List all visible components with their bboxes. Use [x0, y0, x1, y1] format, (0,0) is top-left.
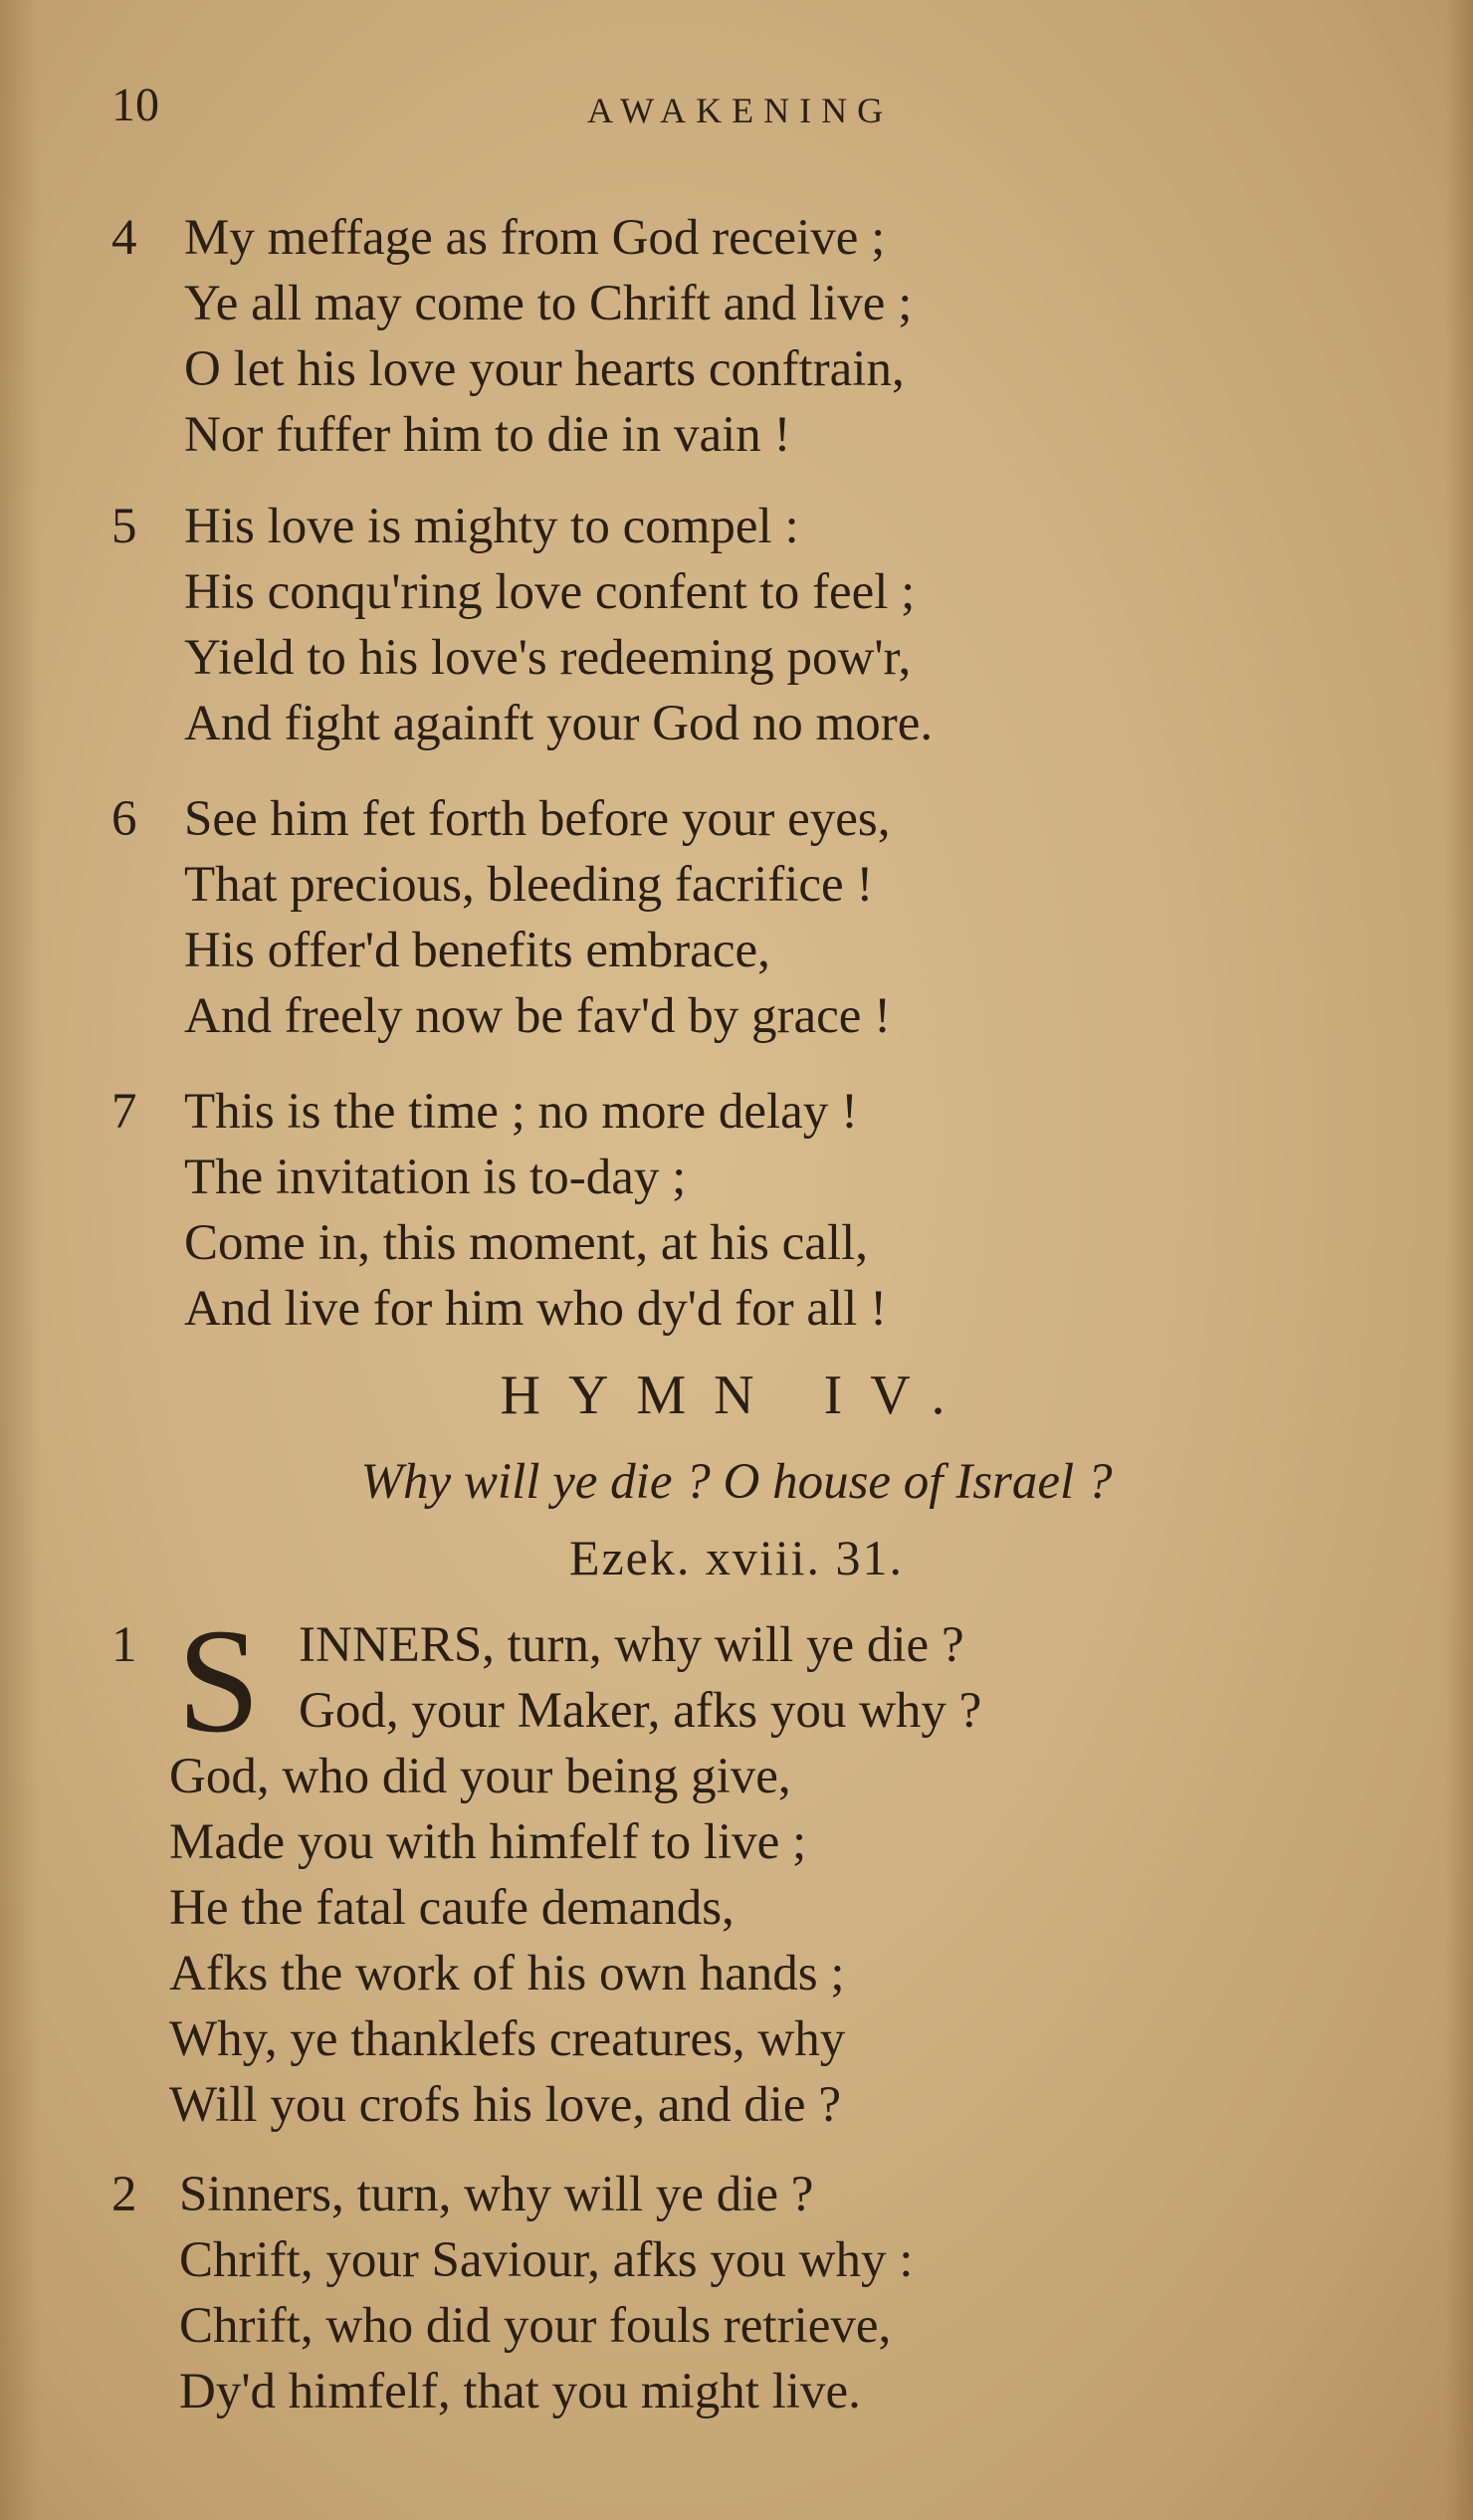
verse-line: Made you with himfelf to live ; [169, 1814, 807, 1870]
drop-cap: S [177, 1598, 261, 1764]
verse-line: He the fatal caufe demands, [169, 1880, 735, 1936]
verse-line: See him fet forth before your eyes, [184, 791, 891, 847]
verse-line: His love is mighty to compel : [184, 499, 799, 554]
verse-line: And live for him who dy'd for all ! [184, 1281, 888, 1337]
stanza-number: 7 [111, 1084, 137, 1140]
verse-line: Will you crofs his love, and die ? [169, 2077, 841, 2133]
stanza-number: 4 [111, 210, 137, 266]
verse-line: God, your Maker, afks you why ? [299, 1683, 982, 1739]
verse-line: O let his love your hearts conftrain, [184, 341, 905, 397]
verse-line: And freely now be fav'd by grace ! [184, 988, 892, 1044]
verse-line: My meffage as from God receive ; [184, 210, 886, 266]
verse-line: Dy'd himfelf, that you might live. [179, 2364, 861, 2419]
verse-line: His conqu'ring love confent to feel ; [184, 564, 916, 620]
verse-line: Afks the work of his own hands ; [169, 1946, 845, 2001]
page-header [0, 78, 1473, 147]
stanza-number: 6 [111, 791, 137, 847]
scripture-reference: Ezek. xviii. 31. [568, 1530, 905, 1585]
verse-line: Come in, this moment, at his call, [184, 1215, 869, 1271]
page-number: 10 [111, 79, 159, 131]
page-shadow-left [0, 0, 40, 2520]
verse-line: INNERS, turn, why will ye die ? [299, 1617, 964, 1673]
verse-line: Yield to his love's redeeming pow'r, [184, 630, 912, 686]
verse-line: Ye all may come to Chrift and live ; [184, 276, 913, 331]
stanza-number: 5 [111, 499, 137, 554]
verse-line: That precious, bleeding facrifice ! [184, 857, 874, 913]
verse-line: And fight againft your God no more. [184, 696, 934, 751]
verse-line: His offer'd benefits embrace, [184, 923, 770, 978]
verse-line: This is the time ; no more delay ! [184, 1084, 859, 1140]
page-shadow-right [1445, 0, 1473, 2520]
verse-line: God, who did your being give, [169, 1749, 791, 1804]
verse-line: Sinners, turn, why will ye die ? [179, 2167, 814, 2222]
hymn-epigraph: Why will ye die ? O house of Israel ? [360, 1454, 1113, 1510]
stanza-number: 2 [111, 2167, 137, 2222]
verse-line: The invitation is to-day ; [184, 1150, 687, 1205]
verse-line: Chrift, who did your fouls retrieve, [179, 2298, 892, 2354]
stanza-number: 1 [111, 1617, 137, 1673]
hymn-title: HYMN IV. [500, 1365, 973, 1426]
running-head: AWAKENING [587, 91, 894, 130]
verse-line: Why, ye thanklefs creatures, why [169, 2011, 846, 2067]
verse-line: Nor fuffer him to die in vain ! [184, 407, 791, 463]
verse-line: Chrift, your Saviour, afks you why : [179, 2232, 914, 2288]
